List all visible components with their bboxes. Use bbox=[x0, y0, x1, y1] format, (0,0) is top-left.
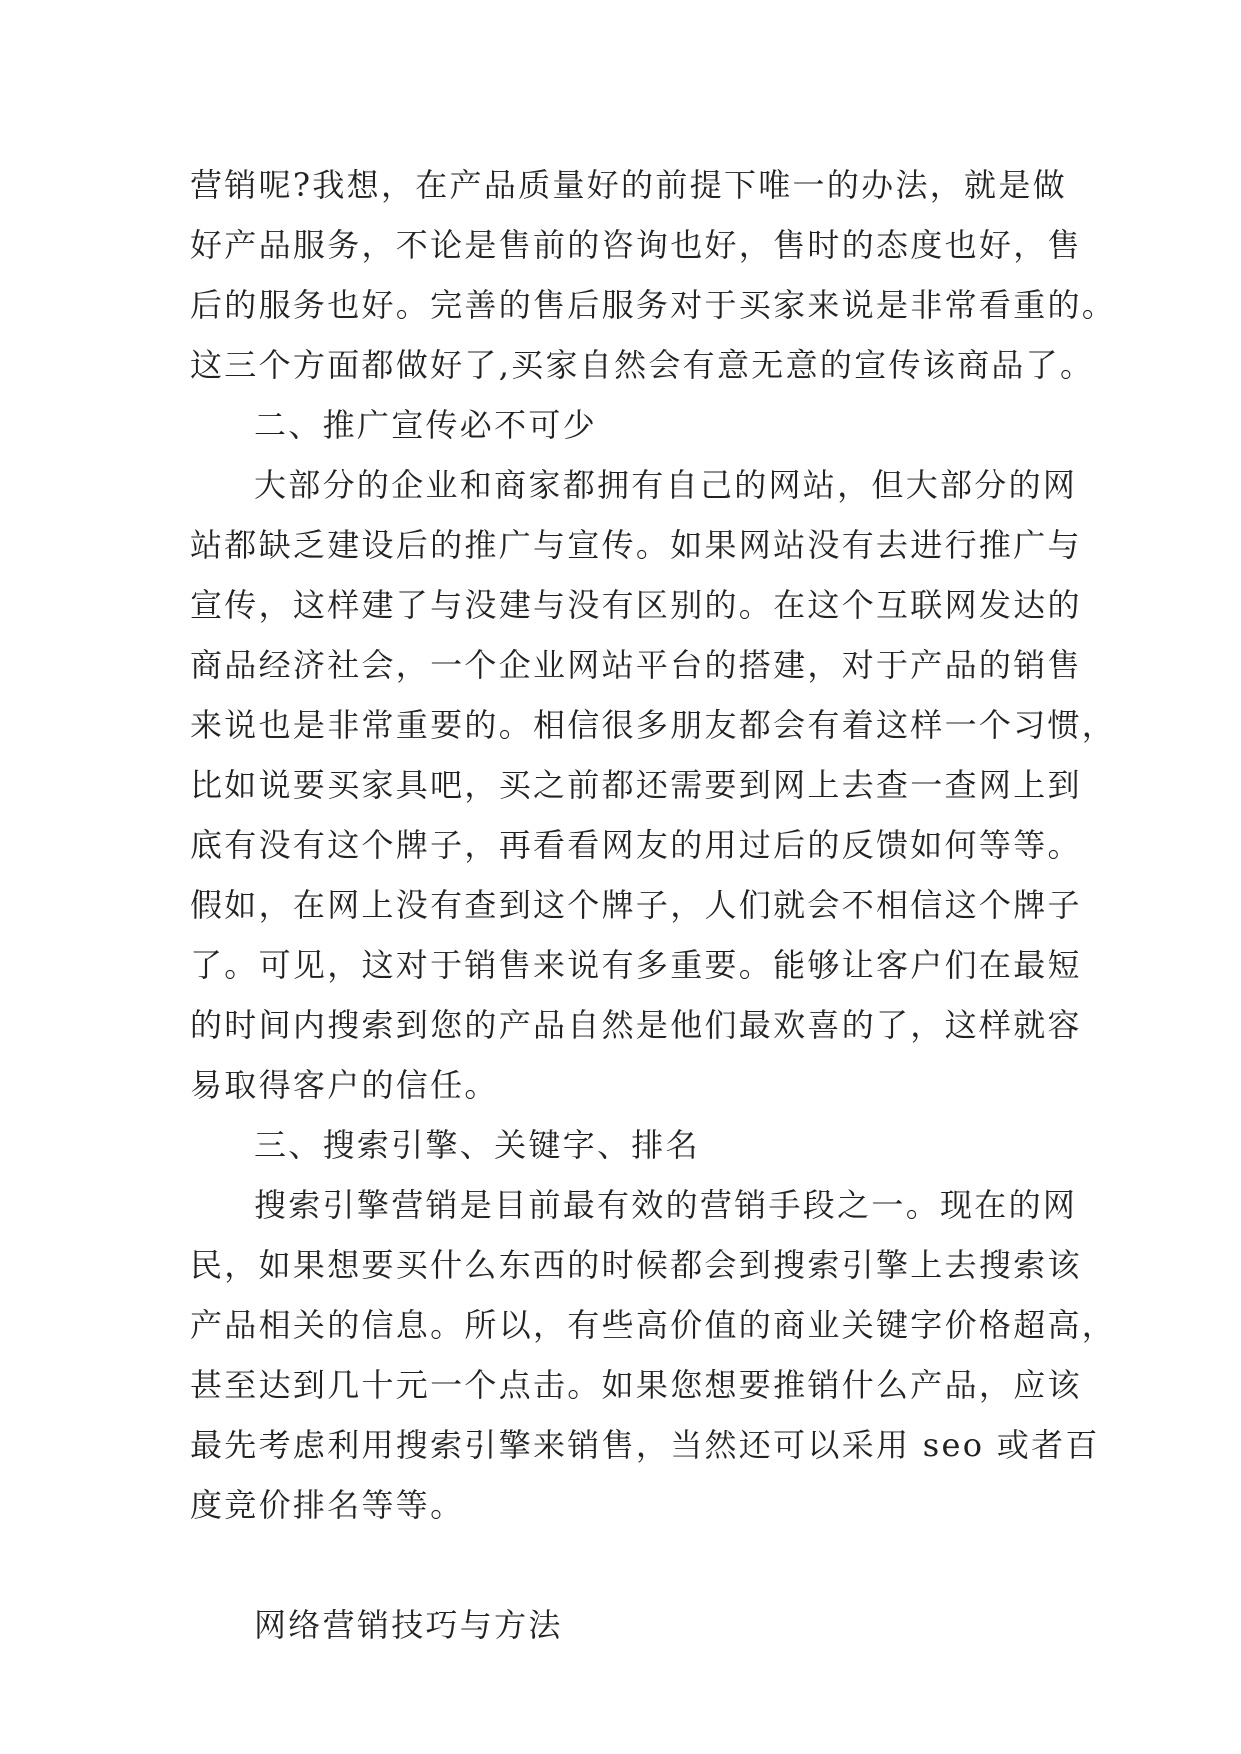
text-line: 了。可见，这对于销售来说有多重要。能够让客户们在最短 bbox=[190, 946, 1082, 984]
text-line: 好产品服务，不论是售前的咨询也好，售时的态度也好，售 bbox=[190, 226, 1082, 264]
text-line: 搜索引擎营销是目前最有效的营销手段之一。现在的网 bbox=[254, 1186, 1078, 1224]
text-line: 度竞价排名等等。 bbox=[190, 1486, 465, 1524]
text-line: 比如说要买家具吧，买之前都还需要到网上去查一查网上到 bbox=[190, 766, 1082, 804]
text-line: 来说也是非常重要的。相信很多朋友都会有着这样一个习惯， bbox=[190, 706, 1117, 744]
text-line: 营销呢?我想，在产品质量好的前提下唯一的办法，就是做 bbox=[190, 166, 1067, 204]
document-title: 网络营销技巧与方法 bbox=[254, 1606, 563, 1644]
text-line: 大部分的企业和商家都拥有自己的网站，但大部分的网 bbox=[254, 466, 1078, 504]
text-line: 假如，在网上没有查到这个牌子，人们就会不相信这个牌子 bbox=[190, 886, 1082, 924]
section-heading: 三、搜索引擎、关键字、排名 bbox=[254, 1126, 700, 1164]
text-line: 易取得客户的信任。 bbox=[190, 1066, 499, 1104]
text-line: 底有没有这个牌子，再看看网友的用过后的反馈如何等等。 bbox=[190, 826, 1082, 864]
text-line: 商品经济社会，一个企业网站平台的搭建，对于产品的销售 bbox=[190, 646, 1082, 684]
text-line: 宣传，这样建了与没建与没有区别的。在这个互联网发达的 bbox=[190, 586, 1082, 624]
text-line: 产品相关的信息。所以，有些高价值的商业关键字价格超高， bbox=[190, 1306, 1117, 1344]
text-line: 的时间内搜索到您的产品自然是他们最欢喜的了，这样就容 bbox=[190, 1006, 1082, 1044]
text-line: 甚至达到几十元一个点击。如果您想要推销什么产品，应该 bbox=[190, 1366, 1082, 1404]
document-body bbox=[190, 155, 1117, 1655]
blank-line bbox=[190, 1535, 1090, 1595]
text-line: 这三个方面都做好了,买家自然会有意无意的宣传该商品了。 bbox=[190, 346, 1095, 384]
text-line: 后的服务也好。完善的售后服务对于买家来说是非常看重的。 bbox=[190, 286, 1117, 324]
text-line: 最先考虑利用搜索引擎来销售，当然还可以采用 seo 或者百 bbox=[190, 1426, 1100, 1464]
text-line: 民，如果想要买什么东西的时候都会到搜索引擎上去搜索该 bbox=[190, 1246, 1082, 1284]
text-line: 站都缺乏建设后的推广与宣传。如果网站没有去进行推广与 bbox=[190, 526, 1082, 564]
section-heading: 二、推广宣传必不可少 bbox=[254, 406, 598, 444]
